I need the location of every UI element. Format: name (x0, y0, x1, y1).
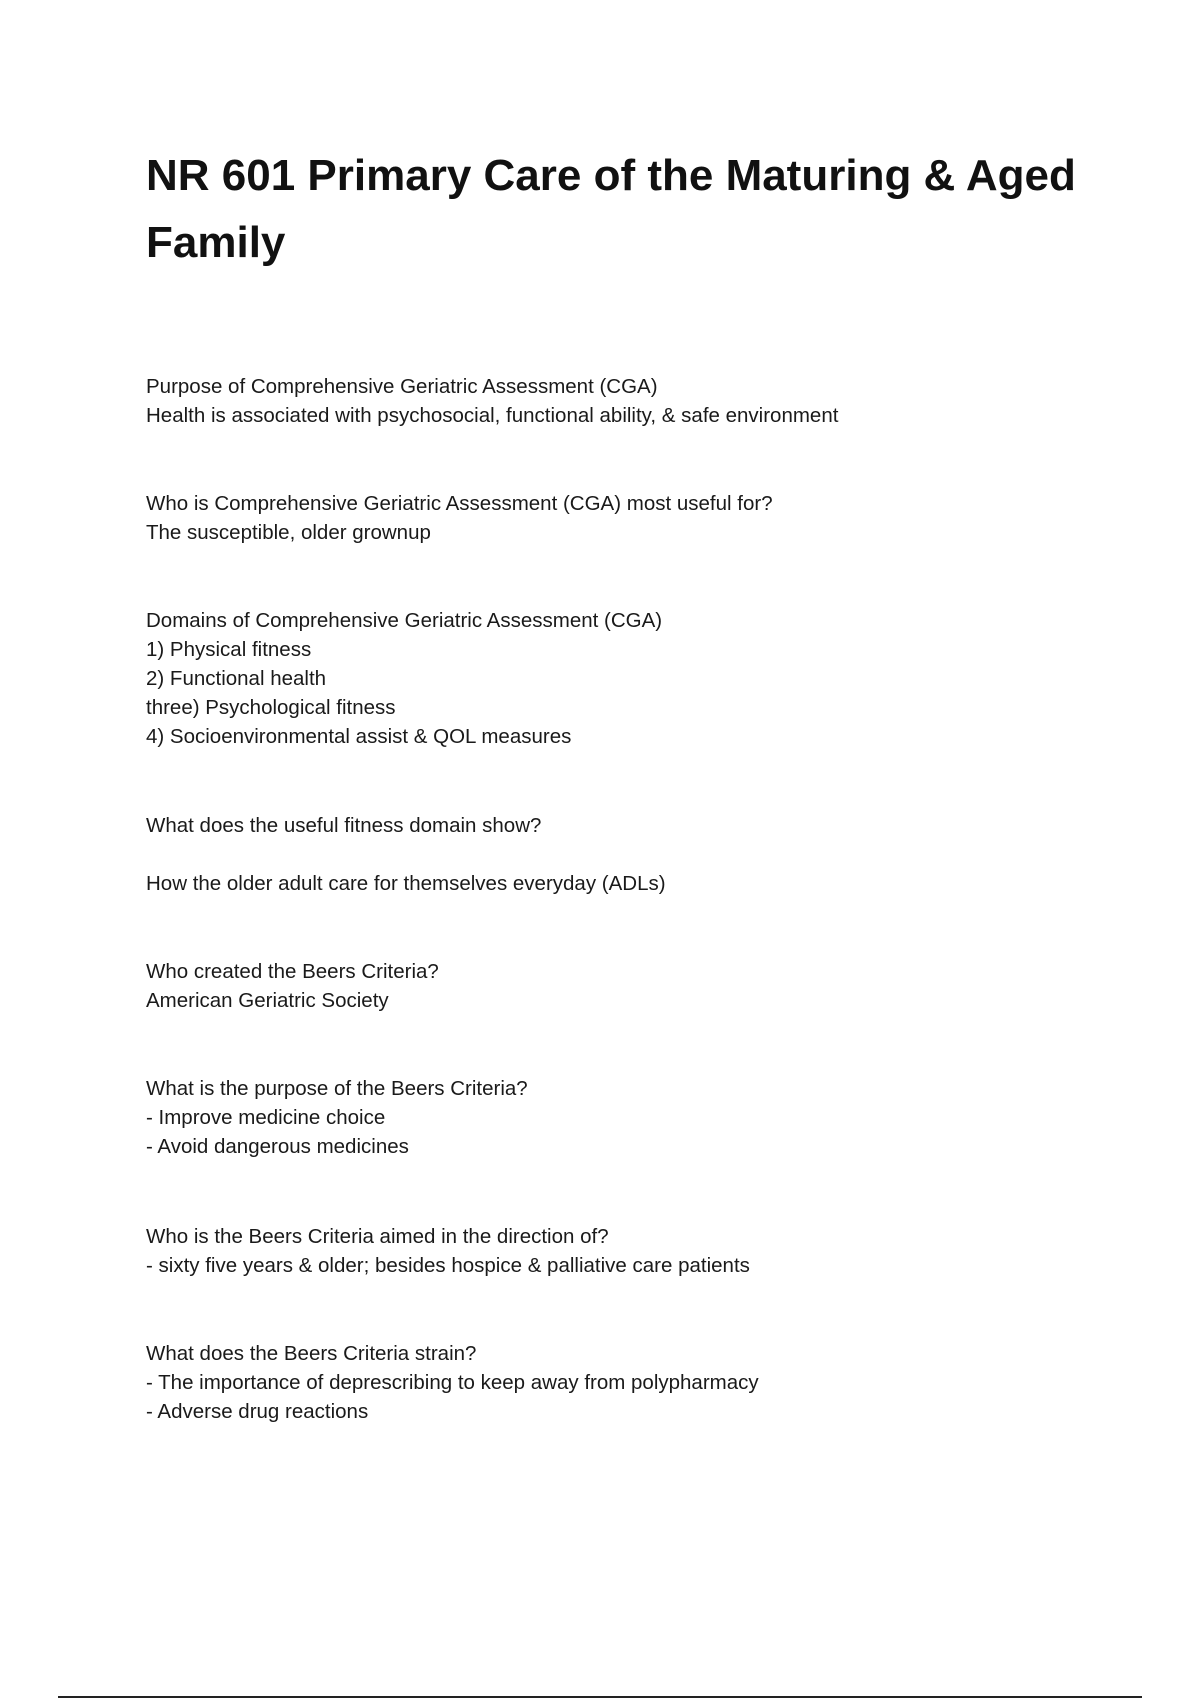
flashcard-question: Who is Comprehensive Geriatric Assessment (CGA) most useful for? (146, 492, 773, 515)
flashcard (146, 957, 1106, 1015)
flashcard-question: What is the purpose of the Beers Criteria? (146, 1077, 528, 1100)
flashcard-answer-line: 4) Socioenvironmental assist & QOL measures (146, 725, 572, 748)
flashcard-question: What does the Beers Criteria strain? (146, 1342, 477, 1365)
flashcard-question: Who created the Beers Criteria? (146, 960, 439, 983)
flashcard-answer-line: - The importance of deprescribing to keep away from polypharmacy (146, 1371, 759, 1394)
flashcard-answer-line: three) Psychological fitness (146, 696, 396, 719)
blank-line (146, 840, 1106, 869)
flashcard (146, 489, 1106, 547)
document-title: NR 601 Primary Care of the Maturing & Aged Family (146, 151, 1076, 267)
flashcard-answer-line: 2) Functional health (146, 667, 327, 690)
flashcard-answer-line: - Improve medicine choice (146, 1106, 386, 1129)
flashcard-answer-line: - sixty five years & older; besides hospice & palliative care patients (146, 1254, 750, 1277)
flashcard (146, 1074, 1106, 1161)
flashcard-answer-line: - Avoid dangerous medicines (146, 1135, 409, 1158)
flashcard-answer-line: 1) Physical fitness (146, 638, 312, 661)
flashcard-question: Domains of Comprehensive Geriatric Assessment (CGA) (146, 609, 663, 632)
flashcard (146, 1222, 1106, 1280)
flashcard (146, 372, 1106, 430)
flashcard-answer-line: How the older adult care for themselves everyday (ADLs) (146, 872, 666, 895)
flashcard-question: What does the useful fitness domain show? (146, 814, 542, 837)
flashcard (146, 606, 1106, 751)
flashcard (146, 1339, 1106, 1426)
footer-divider (58, 1696, 1142, 1698)
flashcard-answer-line: Health is associated with psychosocial, functional ability, & safe environment (146, 404, 839, 427)
flashcard-question: Purpose of Comprehensive Geriatric Assessment (CGA) (146, 375, 658, 398)
flashcard-question: Who is the Beers Criteria aimed in the direction of? (146, 1225, 609, 1248)
flashcard-answer-line: The susceptible, older grownup (146, 521, 431, 544)
flashcard-answer-line: American Geriatric Society (146, 989, 389, 1012)
flashcard (146, 811, 1106, 898)
flashcard-answer-line: - Adverse drug reactions (146, 1400, 369, 1423)
